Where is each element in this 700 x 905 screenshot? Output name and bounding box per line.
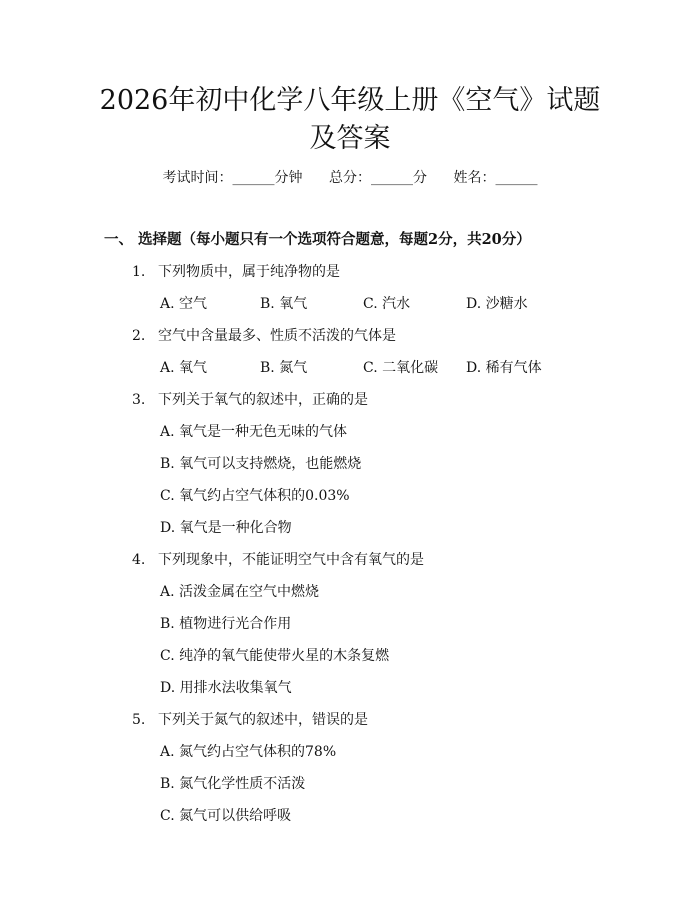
section-title: 选择题（每小题只有一个选项符合题意，每题2分，共20分） (138, 231, 531, 248)
question-2 (132, 325, 396, 345)
question-number: 4. (132, 552, 146, 568)
exam-title: 2026年初中化学八年级上册《空气》试题及答案 (99, 85, 601, 154)
option-d: D. 沙糖水 (466, 296, 528, 312)
option-c: C. 氮气可以供给呼吸 (160, 808, 292, 824)
option-c: C. 汽水 (363, 296, 411, 312)
option-c: C. 二氧化碳 (363, 360, 439, 376)
option-b: B. 氮气 (260, 360, 308, 376)
question-text: 下列关于氧气的叙述中，正确的是 (158, 392, 368, 408)
question-3 (132, 389, 368, 409)
option-b: B. 植物进行光合作用 (160, 616, 292, 632)
option-d: D. 稀有气体 (466, 360, 542, 376)
question-number: 3. (132, 392, 146, 408)
question-text: 空气中含量最多、性质不活泼的气体是 (158, 328, 396, 344)
exam-meta (0, 167, 700, 187)
option-b: B. 氧气可以支持燃烧，也能燃烧 (160, 456, 362, 472)
question-1 (132, 261, 340, 281)
section-number: 一、 (104, 231, 133, 248)
name-field: 姓名：______ (453, 170, 538, 186)
section-heading (104, 228, 531, 249)
option-c: C. 氧气约占空气体积的0.03% (160, 488, 350, 504)
total-score-field: 总分：______分 (329, 170, 427, 186)
question-text: 下列物质中，属于纯净物的是 (158, 264, 340, 280)
question-4 (132, 549, 424, 569)
question-number: 1. (132, 264, 146, 280)
option-a: A. 氧气 (160, 360, 208, 376)
option-a: A. 氧气是一种无色无味的气体 (160, 424, 348, 440)
option-a: A. 活泼金属在空气中燃烧 (160, 584, 320, 600)
option-a: A. 氮气约占空气体积的78% (160, 744, 337, 760)
question-number: 2. (132, 328, 146, 344)
option-b: B. 氮气化学性质不活泼 (160, 776, 306, 792)
question-text: 下列关于氮气的叙述中，错误的是 (158, 712, 368, 728)
option-c: C. 纯净的氧气能使带火星的木条复燃 (160, 648, 390, 664)
option-a: A. 空气 (160, 296, 208, 312)
option-b: B. 氧气 (260, 296, 308, 312)
option-d: D. 用排水法收集氧气 (160, 680, 292, 696)
option-d: D. 氧气是一种化合物 (160, 520, 292, 536)
question-number: 5. (132, 712, 146, 728)
question-5 (132, 709, 368, 729)
exam-time-field: 考试时间：______分钟 (162, 170, 303, 186)
question-text: 下列现象中，不能证明空气中含有氧气的是 (158, 552, 424, 568)
